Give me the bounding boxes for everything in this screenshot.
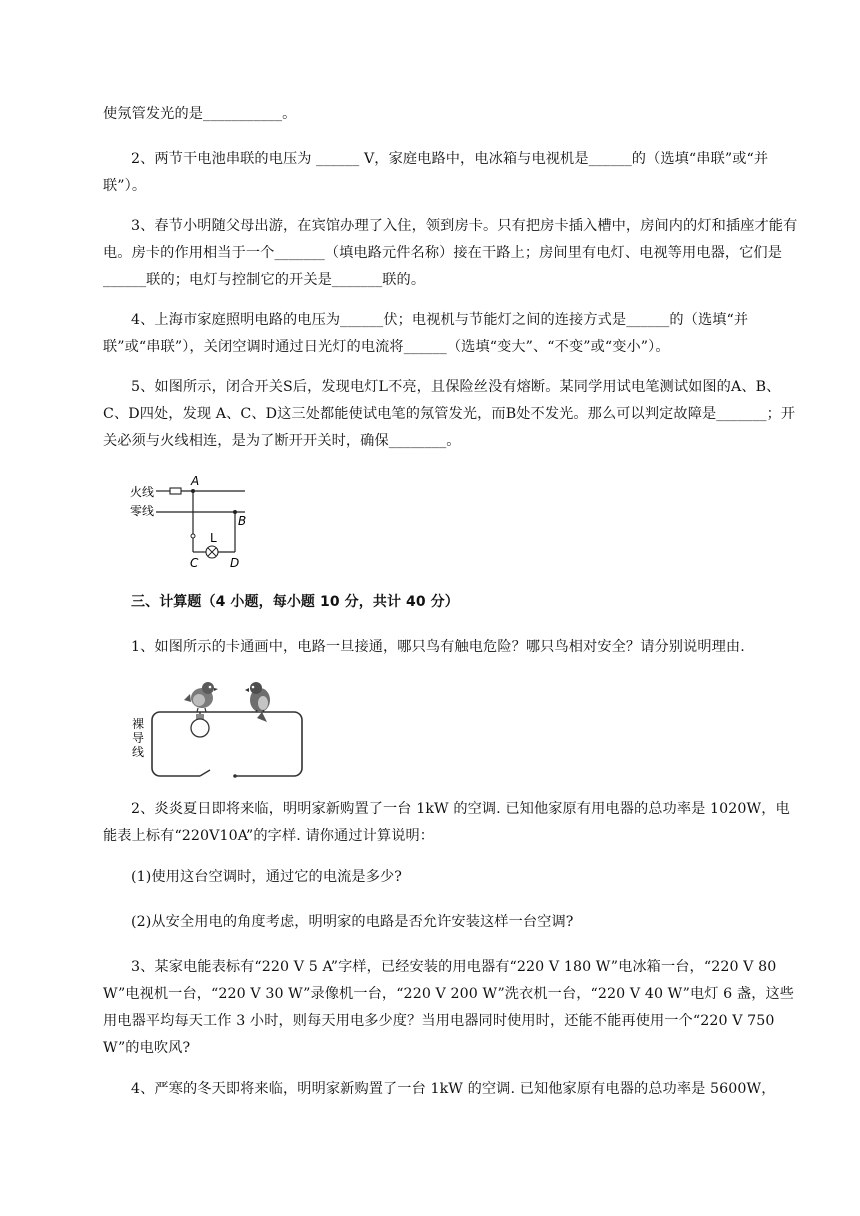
point-b-label: B: [238, 514, 247, 528]
circuit-figure: [130, 472, 250, 572]
question-2: 2、两节干电池串联的电压为 ______ V，家庭电路中，电冰箱与电视机是______的（选填“串联”或“并联”）。: [103, 151, 769, 194]
text-line-0: 使氖管发光的是___________。: [103, 106, 297, 122]
point-c-label: C: [190, 556, 199, 570]
point-a-label: A: [191, 474, 200, 488]
calc-question-1: 1、如图所示的卡通画中，电路一旦接通，哪只鸟有触电危险？哪只鸟相对安全？请分别说明理由.: [131, 639, 745, 655]
lamp-label: L: [210, 531, 217, 545]
neutral-wire-label: 零线: [130, 504, 155, 518]
circuit-diagram: [130, 472, 250, 572]
bulb-icon: [191, 719, 209, 737]
calc-question-2: 2、炎炎夏日即将来临，明明家新购置了一台 1kW 的空调. 已知他家原有用电器的总功率是 1020W，电能表上标有“220V10A”的字样. 请你通过计算说明：: [103, 801, 790, 844]
calc-question-3: 3、某家电能表标有“220 V 5 A”字样，已经安装的用电器有“220 V 180 W”电冰箱一台，“220 V 80 W”电视机一台，“220 V 30 W”录像机一台，“220 V 200 W”洗衣机一台，“220 V 40 W”电灯 6 盏，这些用电器平均每天工作 3 小时，则每天用电多少度？当用电器同时使用时，还能不能再使用一个“220 V 750 W”的电吹风?: [103, 959, 795, 1056]
calc-question-4: 4、严寒的冬天即将来临，明明家新购置了一台 1kW 的空调. 已知他家原有电器的总功率是 5600W，: [131, 1081, 776, 1097]
question-5: 5、如图所示，闭合开关S后，发现电灯L不亮，且保险丝没有熔断。某同学用试电笔测试如图的A、B、C、D四处，发现 A、C、D这三处都能使试电笔的氖管发光，而B处不发光。那么可以判定故障是_______；开关必须与火线相连，是为了断开开关时，确保________。: [103, 379, 796, 449]
fuse-icon: [170, 488, 181, 494]
birds-figure: [130, 676, 310, 781]
section-3-heading: 三、计算题（4 小题，每小题 10 分，共计 40 分）: [131, 594, 459, 610]
question-3: 3、春节小明随父母出游，在宾馆办理了入住，领到房卡。只有把房卡插入槽中，房间内的灯和插座才能有电。房卡的作用相当于一个_______（填电路元件名称）接在干路上；房间里有电灯、电视等用电器，它们是______联的；电灯与控制它的开关是_______联的。: [103, 218, 798, 288]
wire-label-1: 裸: [132, 717, 145, 731]
calc-question-2-part-2: (2)从安全用电的角度考虑，明明家的电路是否允许安装这样一台空调?: [131, 914, 574, 930]
wire-label-3: 线: [132, 745, 145, 759]
bird-1-icon: [184, 682, 218, 712]
question-4: 4、上海市家庭照明电路的电压为______伏；电视机与节能灯之间的连接方式是______的（选填“并联”或“串联”），关闭空调时通过日光灯的电流将______（选填“变大”、“不变”或“变小”）。: [103, 312, 749, 355]
wire-label-2: 导: [132, 731, 145, 745]
calc-question-2-part-1: (1)使用这台空调时，通过它的电流是多少?: [131, 869, 402, 885]
point-d-label: D: [230, 556, 240, 570]
fire-wire-label: 火线: [130, 485, 155, 499]
bird-2-icon: [245, 682, 270, 722]
birds-diagram: [130, 676, 310, 781]
